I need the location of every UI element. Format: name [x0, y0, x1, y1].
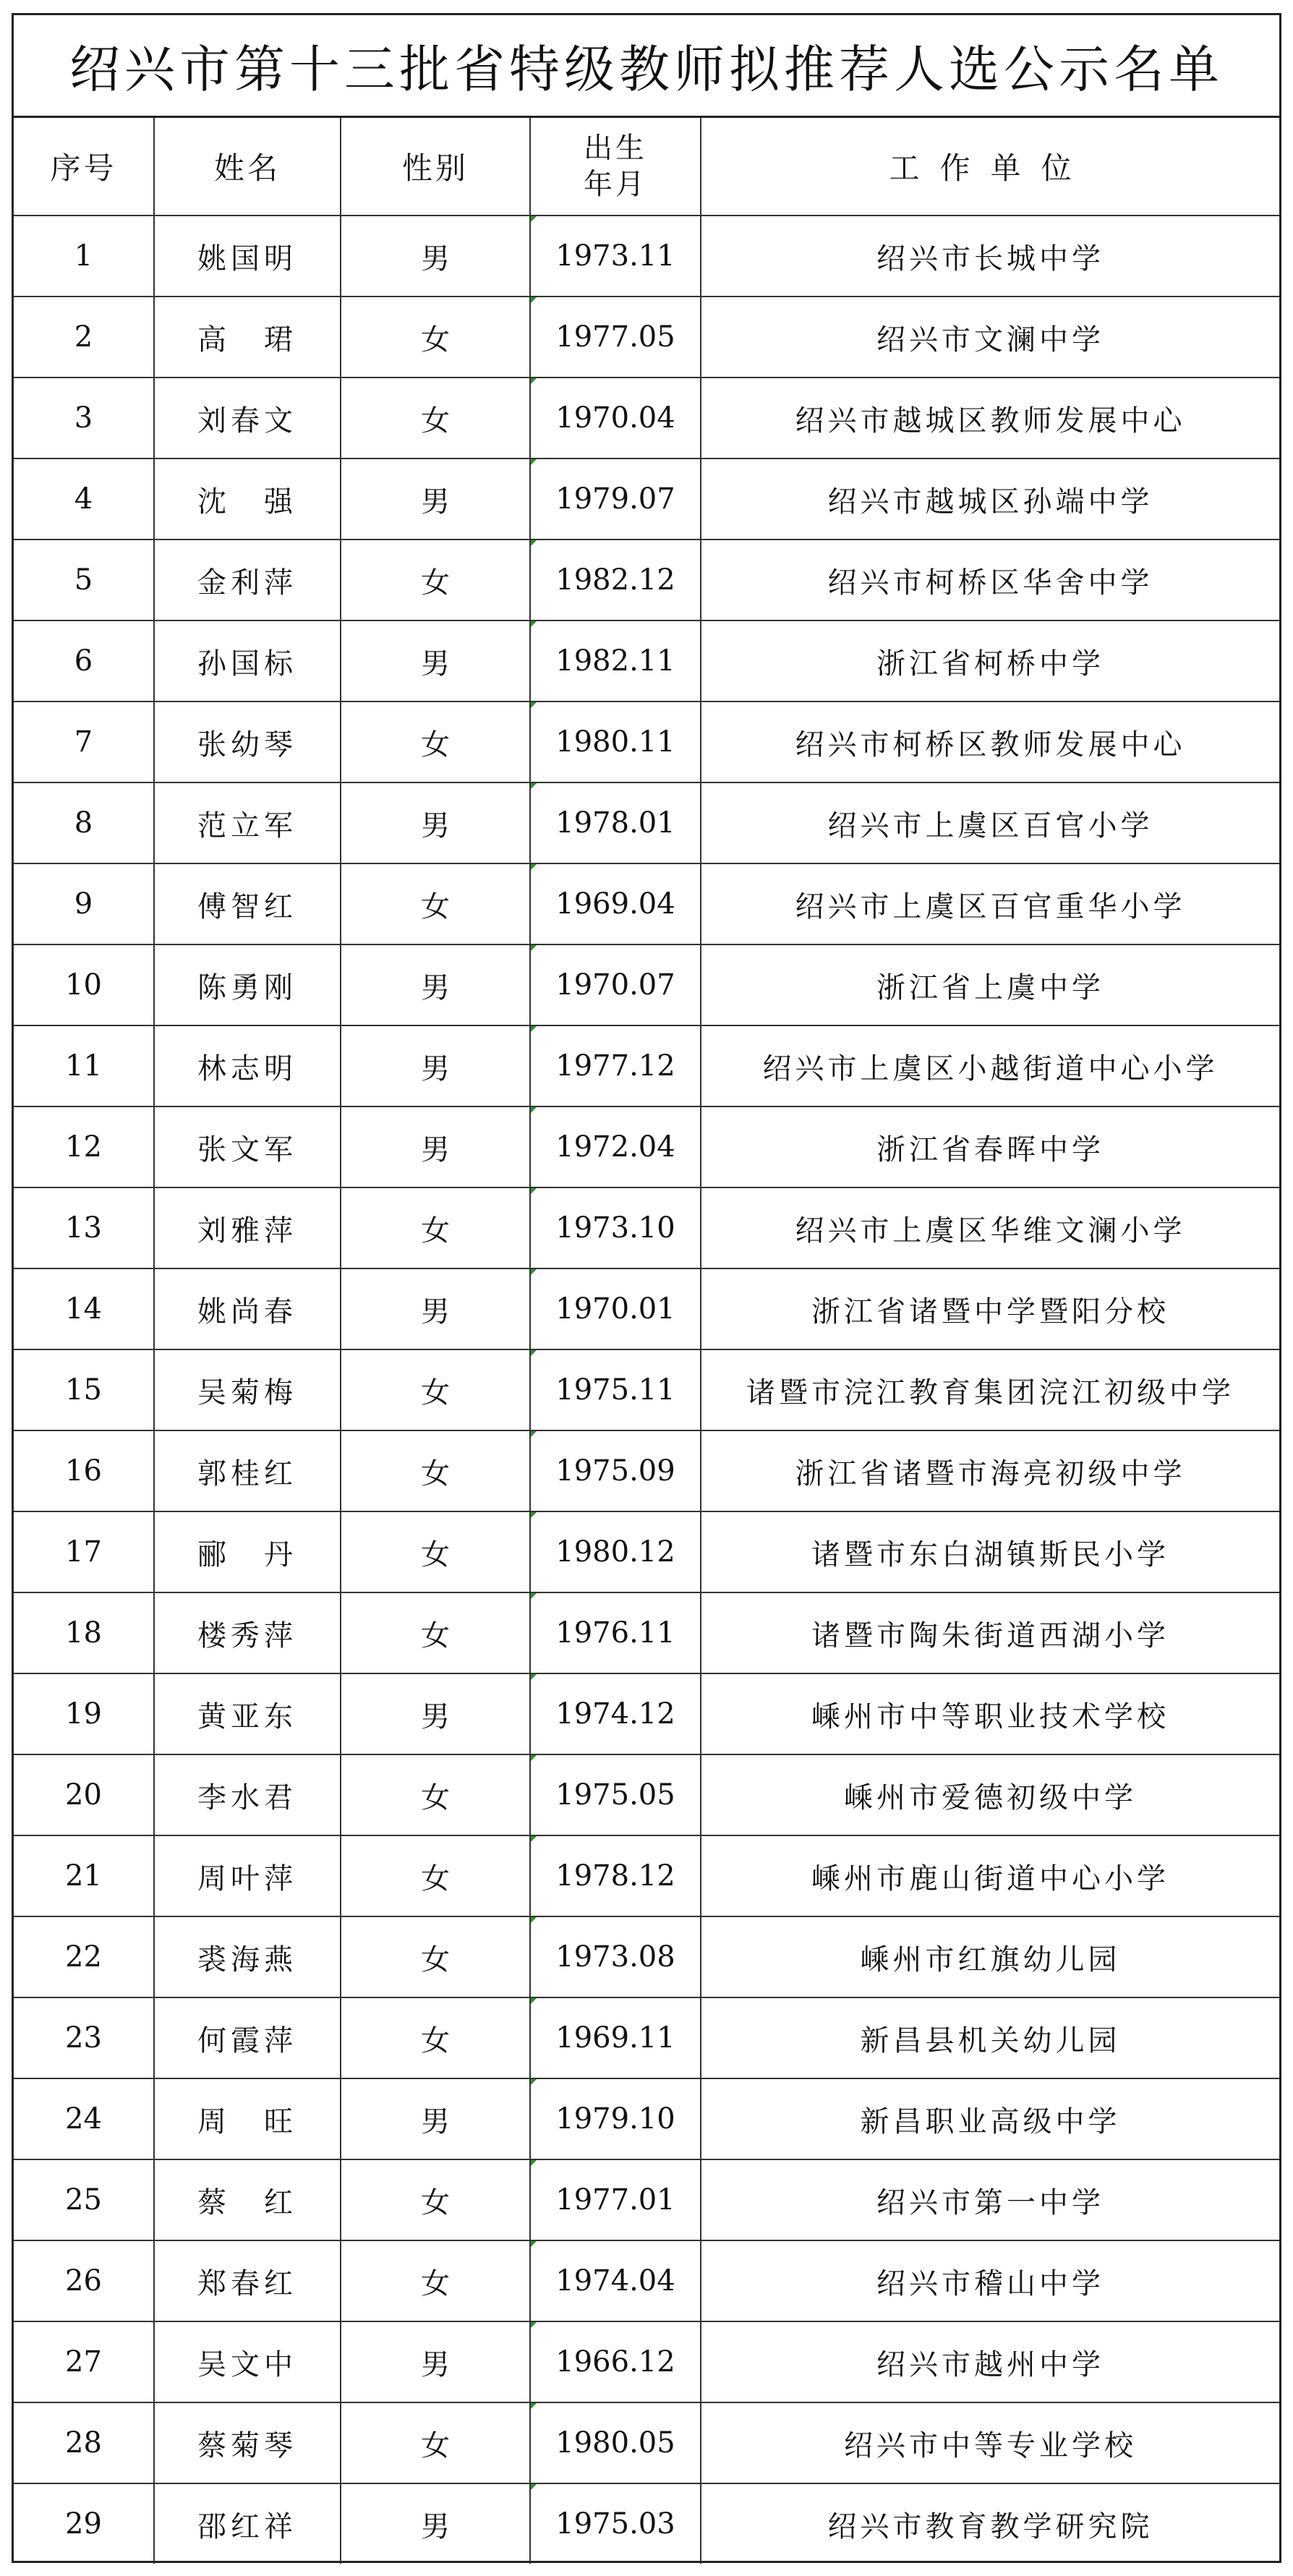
cell-birth: 1966.12: [530, 2321, 701, 2402]
cell-birth: 1974.04: [530, 2240, 701, 2321]
table-row: [14, 1673, 1279, 1754]
cell-birth: 1979.07: [530, 459, 701, 539]
document-sheet: [12, 13, 1281, 2563]
table-row: [14, 944, 1279, 1025]
cell-gender: 男: [341, 2321, 530, 2402]
cell-gender: 男: [341, 459, 530, 539]
cell-birth: 1970.07: [530, 944, 701, 1025]
cell-name: 刘雅萍: [154, 1187, 341, 1268]
cell-gender: 男: [341, 620, 530, 701]
cell-name: 林志明: [154, 1025, 341, 1106]
cell-unit: 绍兴市教育教学研究院: [827, 2509, 1153, 2543]
cell-gender: 女: [341, 701, 530, 782]
cell-gender: 男: [341, 1025, 530, 1106]
cell-unit: 浙江省春晖中学: [701, 1106, 1279, 1187]
cell-name: 蔡菊琴: [154, 2402, 341, 2483]
header-name: 姓名: [154, 118, 341, 216]
cell-birth: 1980.05: [530, 2402, 701, 2483]
cell-no: 16: [14, 1430, 154, 1511]
cell-name: 邵红祥: [154, 2483, 341, 2564]
cell-gender: 女: [341, 2159, 530, 2240]
cell-birth: 1973.11: [530, 216, 701, 297]
cell-gender: 女: [341, 1997, 530, 2078]
cell-no: 1: [14, 216, 154, 297]
cell-no: 22: [14, 1916, 154, 1997]
cell-unit: 新昌县机关幼儿园: [701, 1997, 1279, 2078]
table-row: [14, 216, 1279, 297]
cell-unit: 浙江省诸暨市海亮初级中学: [701, 1430, 1279, 1511]
cell-name: 黄亚东: [154, 1673, 341, 1754]
table-row: [14, 863, 1279, 944]
table-row: [14, 2402, 1279, 2483]
cell-name: 裘海燕: [154, 1916, 341, 1997]
cell-birth: 1980.11: [530, 701, 701, 782]
cell-name: 吴文中: [154, 2321, 341, 2402]
table-row: [14, 378, 1279, 459]
table-row: [14, 1106, 1279, 1187]
cell-unit: 绍兴市越州中学: [701, 2321, 1279, 2402]
cell-gender: 男: [341, 2483, 530, 2564]
cell-birth: 1973.10: [530, 1187, 701, 1268]
header-birth-line1: 出生: [584, 132, 647, 165]
cell-no: 2: [14, 297, 154, 378]
cell-gender: 女: [341, 1511, 530, 1592]
cell-no: 7: [14, 701, 154, 782]
cell-unit: 诸暨市陶朱街道西湖小学: [701, 1592, 1279, 1673]
cell-no: 15: [14, 1349, 154, 1430]
table-row: [14, 1187, 1279, 1268]
cell-gender: 男: [341, 1673, 530, 1754]
cell-unit: 绍兴市中等专业学校: [701, 2402, 1279, 2483]
cell-gender: 女: [341, 1754, 530, 1835]
cell-gender: 男: [341, 216, 530, 297]
header-gender: 性别: [341, 118, 530, 216]
cell-unit: 绍兴市长城中学: [701, 216, 1279, 297]
cell-name: 姚尚春: [154, 1268, 341, 1349]
cell-no: 14: [14, 1268, 154, 1349]
cell-no: 29: [14, 2483, 154, 2564]
cell-unit: 浙江省柯桥中学: [701, 620, 1279, 701]
cell-name: 沈 强: [154, 459, 341, 539]
table-row: [14, 297, 1279, 378]
cell-no: 21: [14, 1835, 154, 1916]
cell-no: 11: [14, 1025, 154, 1106]
cell-no: 19: [14, 1673, 154, 1754]
cell-unit: 绍兴市柯桥区教师发展中心: [701, 701, 1279, 782]
cell-birth: 1980.12: [530, 1511, 701, 1592]
cell-no: 4: [14, 459, 154, 539]
cell-no: 23: [14, 1997, 154, 2078]
cell-name: 李水君: [154, 1754, 341, 1835]
cell-birth: 1975.03: [530, 2483, 701, 2564]
cell-no: 25: [14, 2159, 154, 2240]
cell-gender: 女: [341, 1916, 530, 1997]
cell-no: 20: [14, 1754, 154, 1835]
cell-unit: 嵊州市红旗幼儿园: [701, 1916, 1279, 1997]
cell-no: 9: [14, 863, 154, 944]
table-row: [14, 1592, 1279, 1673]
cell-name: 何霞萍: [154, 1997, 341, 2078]
cell-birth: 1977.05: [530, 297, 701, 378]
cell-gender: 女: [341, 1430, 530, 1511]
table-row: [14, 539, 1279, 620]
cell-birth: 1978.12: [530, 1835, 701, 1916]
cell-name: 范立军: [154, 782, 341, 863]
cell-name: 郑春红: [154, 2240, 341, 2321]
cell-name: 周叶萍: [154, 1835, 341, 1916]
cell-birth: 1972.04: [530, 1106, 701, 1187]
cell-birth: 1975.09: [530, 1430, 701, 1511]
table-row: [14, 1268, 1279, 1349]
cell-unit: 绍兴市上虞区小越街道中心小学: [701, 1025, 1279, 1106]
cell-gender: 女: [341, 297, 530, 378]
cell-gender: 女: [341, 1592, 530, 1673]
cell-birth: 1974.12: [530, 1673, 701, 1754]
cell-birth: 1970.01: [530, 1268, 701, 1349]
cell-gender: 女: [341, 863, 530, 944]
cell-birth: 1978.01: [530, 782, 701, 863]
cell-no: 18: [14, 1592, 154, 1673]
table-row: [14, 2321, 1279, 2402]
cell-gender: 男: [341, 944, 530, 1025]
cell-birth: 1969.11: [530, 1997, 701, 2078]
header-unit: 工作单位: [701, 118, 1279, 216]
cell-name: 金利萍: [154, 539, 341, 620]
table-row: [14, 1835, 1279, 1916]
cell-gender: 男: [341, 1106, 530, 1187]
cell-birth: 1979.10: [530, 2078, 701, 2159]
table-row: [14, 1511, 1279, 1592]
table-row: [14, 2078, 1279, 2159]
cell-gender: 男: [341, 782, 530, 863]
cell-unit: 新昌职业高级中学: [701, 2078, 1279, 2159]
table-body: [14, 216, 1279, 2564]
cell-no: 17: [14, 1511, 154, 1592]
header-birth-line2: 年月: [584, 168, 647, 201]
cell-no: 8: [14, 782, 154, 863]
cell-name: 姚国明: [154, 216, 341, 297]
table-row: [14, 2240, 1279, 2321]
cell-name: 郭桂红: [154, 1430, 341, 1511]
cell-unit: 绍兴市文澜中学: [701, 297, 1279, 378]
cell-gender: 男: [341, 2078, 530, 2159]
table-row: [14, 701, 1279, 782]
table-row: [14, 2159, 1279, 2240]
cell-birth: 1970.04: [530, 378, 701, 459]
cell-unit: 浙江省上虞中学: [701, 944, 1279, 1025]
table-row: [14, 1916, 1279, 1997]
table-row: [14, 620, 1279, 701]
table-row: [14, 459, 1279, 539]
cell-birth: 1975.11: [530, 1349, 701, 1430]
cell-unit: 绍兴市越城区孙端中学: [701, 459, 1279, 539]
cell-unit: 绍兴市第一中学: [701, 2159, 1279, 2240]
cell-name: 郦 丹: [154, 1511, 341, 1592]
cell-name: 高 珺: [154, 297, 341, 378]
cell-name: 蔡 红: [154, 2159, 341, 2240]
cell-no: 10: [14, 944, 154, 1025]
cell-name: 陈勇刚: [154, 944, 341, 1025]
cell-name: 张幼琴: [154, 701, 341, 782]
cell-unit: 嵊州市爱德初级中学: [701, 1754, 1279, 1835]
cell-no: 3: [14, 378, 154, 459]
cell-no: 26: [14, 2240, 154, 2321]
header-no: 序号: [14, 118, 154, 216]
table-row: [14, 1997, 1279, 2078]
cell-gender: 女: [341, 1187, 530, 1268]
cell-unit: 诸暨市东白湖镇斯民小学: [701, 1511, 1279, 1592]
cell-unit: 绍兴市柯桥区华舍中学: [701, 539, 1279, 620]
cell-gender: 男: [341, 1268, 530, 1349]
cell-no: 28: [14, 2402, 154, 2483]
cell-name: 楼秀萍: [154, 1592, 341, 1673]
cell-name: 孙国标: [154, 620, 341, 701]
cell-unit: 绍兴市上虞区百官小学: [701, 782, 1279, 863]
table-row: [14, 1349, 1279, 1430]
header-row: [14, 118, 1279, 216]
cell-no: 12: [14, 1106, 154, 1187]
cell-gender: 女: [341, 378, 530, 459]
cell-birth: 1973.08: [530, 1916, 701, 1997]
cell-gender: 女: [341, 2402, 530, 2483]
cell-gender: 女: [341, 2240, 530, 2321]
cell-birth: 1975.05: [530, 1754, 701, 1835]
table-row: [14, 1025, 1279, 1106]
page-title: 绍兴市第十三批省特级教师拟推荐人选公示名单: [14, 15, 1279, 118]
table-row: [14, 1754, 1279, 1835]
cell-birth: 1977.12: [530, 1025, 701, 1106]
cell-unit: 嵊州市鹿山街道中心小学: [701, 1835, 1279, 1916]
cell-name: 吴菊梅: [154, 1349, 341, 1430]
cell-no: 6: [14, 620, 154, 701]
cell-name: 周 旺: [154, 2078, 341, 2159]
cell-unit: 绍兴市稽山中学: [701, 2240, 1279, 2321]
cell-no: 24: [14, 2078, 154, 2159]
cell-unit: 绍兴市越城区教师发展中心: [701, 378, 1279, 459]
table-row: [14, 782, 1279, 863]
cell-unit: 嵊州市中等职业技术学校: [701, 1673, 1279, 1754]
table-row: [14, 1430, 1279, 1511]
cell-name: 傅智红: [154, 863, 341, 944]
cell-name: 刘春文: [154, 378, 341, 459]
cell-birth: 1977.01: [530, 2159, 701, 2240]
table-header: [14, 118, 1279, 216]
cell-unit: 浙江省诸暨中学暨阳分校: [701, 1268, 1279, 1349]
cell-unit: 绍兴市上虞区华维文澜小学: [701, 1187, 1279, 1268]
cell-no: 13: [14, 1187, 154, 1268]
candidate-table: [14, 118, 1279, 2564]
cell-birth: 1982.11: [530, 620, 701, 701]
cell-birth: 1982.12: [530, 539, 701, 620]
cell-name: 张文军: [154, 1106, 341, 1187]
header-birth: [530, 118, 701, 216]
cell-no: 27: [14, 2321, 154, 2402]
table-row: [14, 2483, 1279, 2564]
cell-unit: 绍兴市上虞区百官重华小学: [701, 863, 1279, 944]
cell-birth: 1969.04: [530, 863, 701, 944]
cell-gender: 女: [341, 1835, 530, 1916]
cell-unit: 诸暨市浣江教育集团浣江初级中学: [701, 1349, 1279, 1430]
cell-gender: 女: [341, 1349, 530, 1430]
cell-no: 5: [14, 539, 154, 620]
cell-birth: 1976.11: [530, 1592, 701, 1673]
cell-gender: 女: [341, 539, 530, 620]
